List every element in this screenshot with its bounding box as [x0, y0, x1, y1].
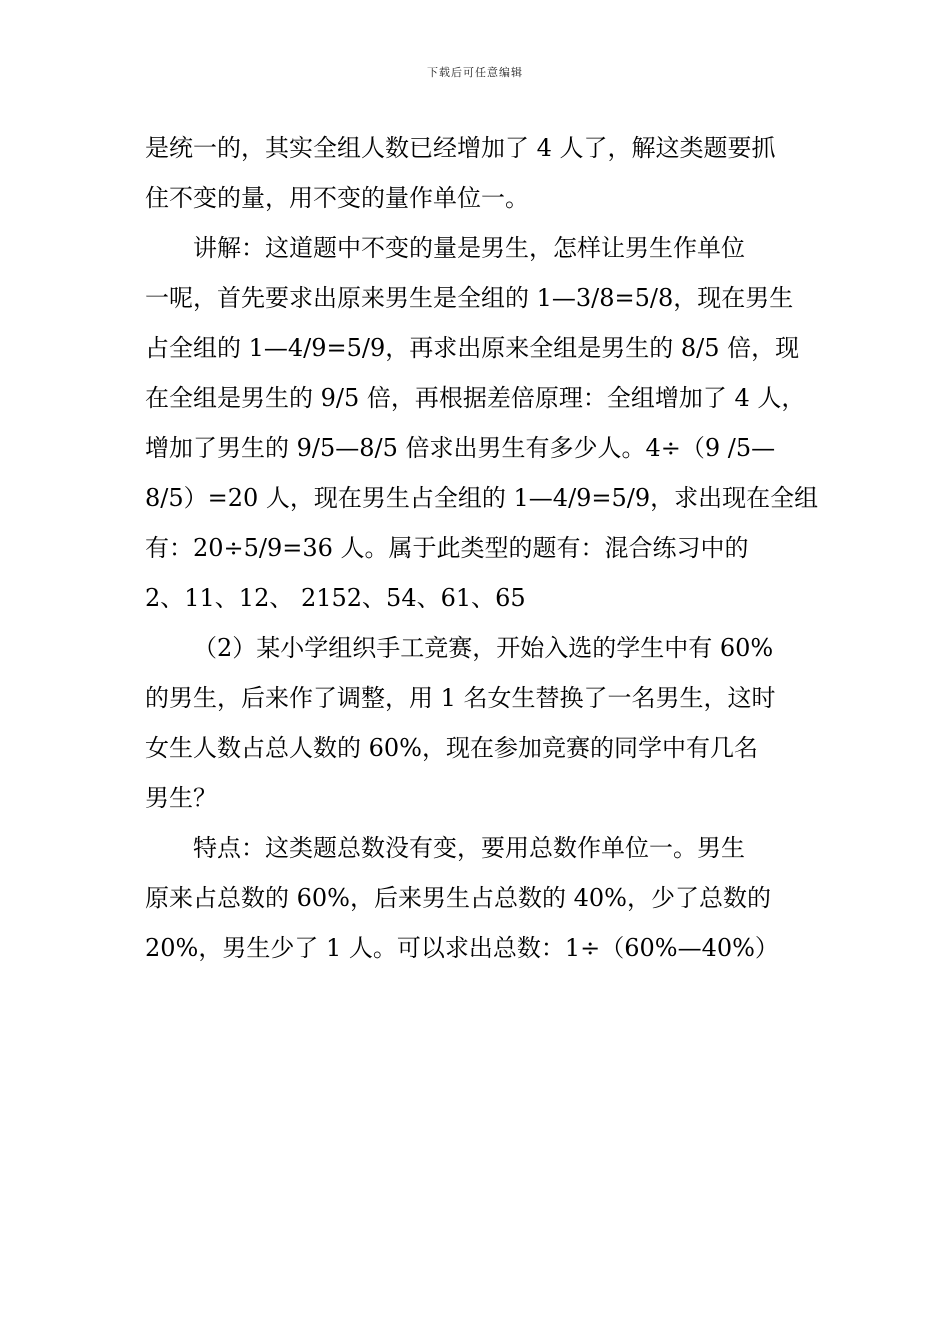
- body-line: 的男生，后来作了调整，用 1 名女生替换了一名男生，这时: [145, 684, 776, 712]
- body-line: 20%，男生少了 1 人。可以求出总数：1÷（60%—40%）: [145, 934, 779, 962]
- body-line: 男生？: [145, 784, 217, 812]
- body-line: 增加了男生的 9/5—8/5 倍求出男生有多少人。4÷（9 /5—: [145, 434, 776, 462]
- paragraph-start-line: 讲解：这道题中不变的量是男生，怎样让男生作单位: [193, 234, 745, 262]
- paragraph-start-line: 特点：这类题总数没有变，要用总数作单位一。男生: [193, 834, 745, 862]
- body-line: 住不变的量，用不变的量作单位一。: [145, 184, 529, 212]
- body-line: 有：20÷5/9=36 人。属于此类型的题有：混合练习中的: [145, 534, 749, 562]
- body-line: 一呢，首先要求出原来男生是全组的 1—3/8=5/8，现在男生: [145, 284, 794, 312]
- body-line: 2、11、12、 2152、54、61、65: [145, 584, 526, 612]
- body-line: 在全组是男生的 9/5 倍，再根据差倍原理：全组增加了 4 人，: [145, 384, 806, 412]
- body-line: 是统一的，其实全组人数已经增加了 4 人了，解这类题要抓: [145, 134, 776, 162]
- body-line: 8/5）=20 人，现在男生占全组的 1—4/9=5/9，求出现在全组: [145, 484, 819, 512]
- page-header: 下载后可任意编辑: [427, 66, 523, 79]
- body-line: 占全组的 1—4/9=5/9，再求出原来全组是男生的 8/5 倍，现: [145, 334, 800, 362]
- body-line: 原来占总数的 60%，后来男生占总数的 40%，少了总数的: [145, 884, 771, 912]
- body-line: 女生人数占总人数的 60%，现在参加竞赛的同学中有几名: [145, 734, 758, 762]
- paragraph-start-line: （2）某小学组织手工竞赛，开始入选的学生中有 60%: [193, 634, 774, 662]
